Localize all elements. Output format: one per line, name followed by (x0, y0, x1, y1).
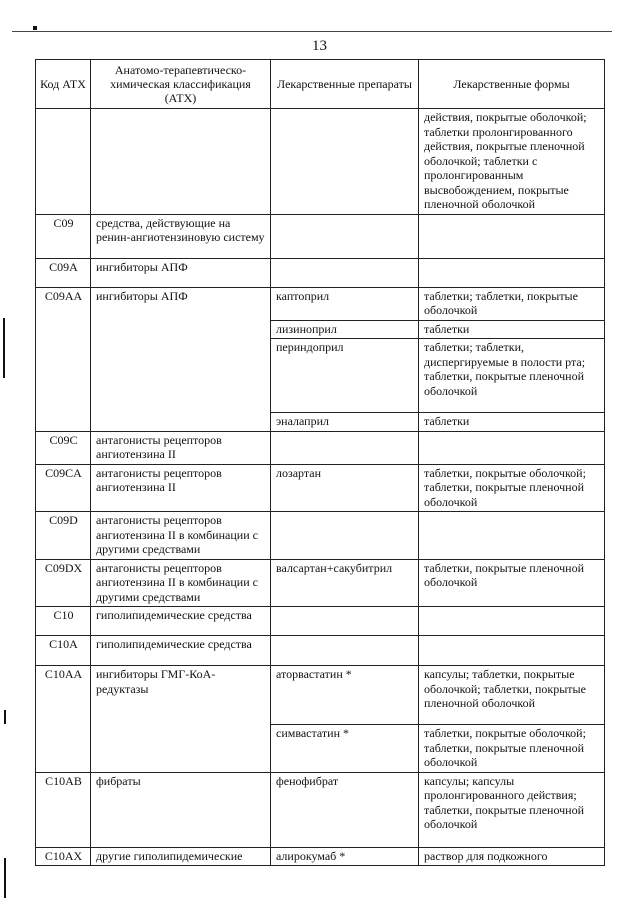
atc-class: фибраты (91, 772, 271, 847)
page-number: 13 (312, 38, 327, 54)
atc-class: гиполипидемические средства (91, 636, 271, 666)
table-row (36, 464, 605, 512)
drug-name: аторвастатин * (271, 666, 419, 725)
atc-class: ингибиторы АПФ (91, 258, 271, 287)
drug-forms: таблетки, покрытые пленочной оболочкой (419, 559, 605, 607)
table-row (36, 636, 605, 666)
scan-mark (3, 318, 5, 378)
drug-forms: таблетки; таблетки, покрытые оболочкой (419, 287, 605, 320)
drug-name: лизиноприл (271, 320, 419, 339)
drug-name (271, 214, 419, 258)
drug-forms (419, 431, 605, 464)
drug-name (271, 607, 419, 636)
header-forms: Лекарственные формы (419, 60, 605, 109)
drug-name: эналаприл (271, 413, 419, 432)
atc-code: C09C (36, 431, 91, 464)
drug-name: каптоприл (271, 287, 419, 320)
table-row (36, 512, 605, 560)
atc-class: антагонисты рецепторов ангиотензина II (91, 431, 271, 464)
drug-name (271, 258, 419, 287)
table-row (36, 431, 605, 464)
table-header-row (36, 60, 605, 109)
table-row (36, 287, 605, 320)
atc-code: C09A (36, 258, 91, 287)
atc-class: другие гиполипидемические (91, 847, 271, 866)
atc-table (35, 59, 605, 866)
drug-name: лозартан (271, 464, 419, 512)
scan-mark (4, 710, 6, 724)
drug-name: алирокумаб * (271, 847, 419, 866)
atc-code: C10AA (36, 666, 91, 773)
atc-class: антагонисты рецепторов ангиотензина II в комбинации с другими средствами (91, 559, 271, 607)
table-row (36, 559, 605, 607)
drug-forms: таблетки, покрытые оболочкой; таблетки, покрытые пленочной оболочкой (419, 464, 605, 512)
drug-forms: раствор для подкожного (419, 847, 605, 866)
atc-class: ингибиторы ГМГ-КоА-редуктазы (91, 666, 271, 773)
atc-class: гиполипидемические средства (91, 607, 271, 636)
table-row (36, 607, 605, 636)
drug-forms (419, 607, 605, 636)
scan-mark (4, 858, 6, 898)
drug-name: симвастатин * (271, 725, 419, 773)
atc-code: C09D (36, 512, 91, 560)
drug-forms: действия, покрытые оболочкой; таблетки пролонгированного действия, покрытые пленочной оболочкой; таблетки с пролонгированным высвобождением, покрытые пленочной оболочкой (419, 109, 605, 215)
drug-forms (419, 258, 605, 287)
atc-code: C10A (36, 636, 91, 666)
table-row (36, 772, 605, 847)
table-row (36, 847, 605, 866)
drug-forms (419, 214, 605, 258)
atc-class: ингибиторы АПФ (91, 287, 271, 431)
drug-name (271, 109, 419, 215)
drug-forms (419, 636, 605, 666)
atc-code: C09 (36, 214, 91, 258)
atc-code: C10AB (36, 772, 91, 847)
table-row (36, 666, 605, 725)
scan-mark (33, 26, 37, 30)
drug-name: фенофибрат (271, 772, 419, 847)
drug-forms: таблетки; таблетки, диспергируемые в полости рта; таблетки, покрытые пленочной оболочкой (419, 339, 605, 413)
atc-code: C10 (36, 607, 91, 636)
table-row (36, 258, 605, 287)
drug-forms (419, 512, 605, 560)
drug-forms: таблетки (419, 413, 605, 432)
drug-name (271, 636, 419, 666)
atc-class: средства, действующие на ренин-ангиотензиновую систему (91, 214, 271, 258)
atc-code (36, 109, 91, 215)
table-row (36, 214, 605, 258)
atc-code: C09DX (36, 559, 91, 607)
atc-code: C09CA (36, 464, 91, 512)
atc-code: C09AA (36, 287, 91, 431)
drug-name: валсартан+сакубитрил (271, 559, 419, 607)
drug-name (271, 431, 419, 464)
top-rule (12, 31, 612, 32)
drug-forms: таблетки, покрытые оболочкой; таблетки, покрытые пленочной оболочкой (419, 725, 605, 773)
header-classification: Анатомо-терапевтическо-химическая классификация (АТХ) (91, 60, 271, 109)
drug-forms: таблетки (419, 320, 605, 339)
atc-class: антагонисты рецепторов ангиотензина II (91, 464, 271, 512)
header-code: Код АТХ (36, 60, 91, 109)
header-drugs: Лекарственные препараты (271, 60, 419, 109)
table-row (36, 109, 605, 215)
atc-class: антагонисты рецепторов ангиотензина II в комбинации с другими средствами (91, 512, 271, 560)
drug-name (271, 512, 419, 560)
drug-name: периндоприл (271, 339, 419, 413)
atc-class (91, 109, 271, 215)
drug-forms: капсулы; таблетки, покрытые оболочкой; таблетки, покрытые пленочной оболочкой (419, 666, 605, 725)
atc-code: C10AX (36, 847, 91, 866)
drug-forms: капсулы; капсулы пролонгированного действия; таблетки, покрытые пленочной оболочкой (419, 772, 605, 847)
